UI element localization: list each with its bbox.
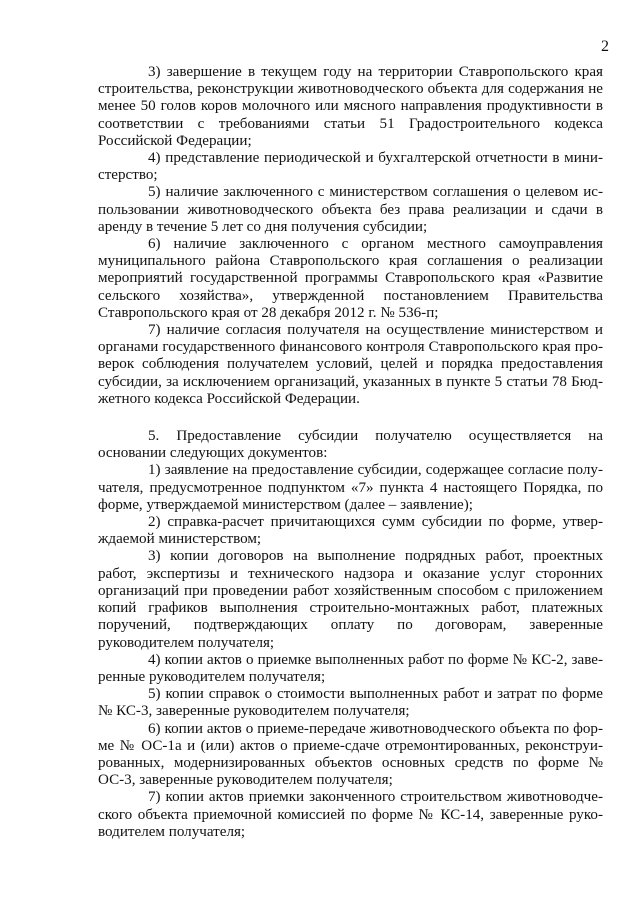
- paragraph-condition-3: 3) завершение в текущем году на территории Ставропольского края строительства, реконструкции животноводческого объекта для содержания не менее 50 голов коров молочного или мясного направления продуктивности в соответствии с требованиями статьи 51 Градостроительного кодекса Российской Федерации;: [98, 64, 603, 149]
- document-body: [98, 64, 603, 841]
- paragraph-document-3: 3) копии договоров на выполнение подрядных работ, проектных работ, экспертизы и технического надзора и оказание услуг сторонних организаций при проведении работ хозяйственным способом с приложением копий графиков выполнения строительно-монтажных работ, платежных поручений, подтверждающих оплату по договорам, заверенные руководителем получателя;: [98, 548, 603, 651]
- paragraph-section-5-intro: 5. Предоставление субсидии получателю осуществляется на основании следующих документов:: [98, 428, 603, 462]
- paragraph-document-6: 6) копии актов о приеме-передаче животноводческого объекта по форме № ОС-1а и (или) актов о приеме-сдаче отремонтированных, реконструированных, модернизированных объектов основных средств по форме № ОС-3, заверенные руководителем получателя;: [98, 720, 603, 789]
- paragraph-document-2: 2) справка-расчет причитающихся сумм субсидии по форме, утверждаемой министерством;: [98, 514, 603, 548]
- paragraph-condition-6: 6) наличие заключенного с органом местного самоуправления муниципального района Ставропольского края соглашения о реализации мероприятий государственной программы Ставропольского края «Развитие сельского хозяйства», утвержденной постановлением Правительства Ставропольского края от 28 декабря 2012 г. № 536-п;: [98, 236, 603, 321]
- paragraph-document-4: 4) копии актов о приемке выполненных работ по форме № КС-2, заверенные руководителем получателя;: [98, 651, 603, 685]
- section-gap: [98, 408, 603, 428]
- paragraph-condition-7: 7) наличие согласия получателя на осуществление министерством и органами государственного финансового контроля Ставропольского края проверок соблюдения получателем условий, целей и порядка предоставления субсидии, за исключением организаций, указанных в пункте 5 статьи 78 Бюджетного кодекса Российской Федерации.: [98, 322, 603, 407]
- paragraph-condition-5: 5) наличие заключенного с министерством соглашения о целевом использовании животноводческого объекта без права реализации и сдачи в аренду в течение 5 лет со дня получения субсидии;: [98, 184, 603, 235]
- paragraph-document-1: 1) заявление на предоставление субсидии, содержащее согласие получателя, предусмотренное подпунктом «7» пункта 4 настоящего Порядка, по форме, утверждаемой министерством (далее – заявление);: [98, 462, 603, 513]
- paragraph-document-5: 5) копии справок о стоимости выполненных работ и затрат по форме № КС-3, заверенные руководителем получателя;: [98, 686, 603, 720]
- paragraph-condition-4: 4) представление периодической и бухгалтерской отчетности в министерство;: [98, 150, 603, 184]
- paragraph-document-7: 7) копии актов приемки законченного строительством животноводческого объекта приемочной комиссией по форме № КС-14, заверенные руководителем получателя;: [98, 789, 603, 840]
- page-number: 2: [601, 38, 609, 55]
